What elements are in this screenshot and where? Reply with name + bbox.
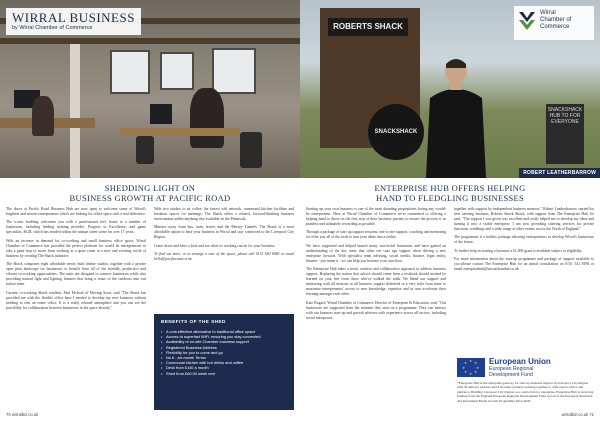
benefit-item: • Desk from £140 a month — [161, 365, 287, 370]
shack-name-board: ROBERTS SHACK — [328, 18, 408, 36]
chair — [136, 136, 154, 164]
chamber-mark-icon — [517, 10, 537, 34]
ceiling-beam — [0, 38, 300, 44]
contact-text: To find out more, or to arrange a tour of the space, please call 0151 650 6940 or email hello@pacificroad.co.uk — [154, 252, 294, 262]
person — [190, 88, 224, 148]
masthead-title: WIRRAL BUSINESS — [12, 10, 135, 25]
contact-paragraph — [154, 252, 294, 262]
right-page — [300, 0, 600, 424]
chalkboard-sign: SNACKSHACK HUB TO FOR EVERYONE — [546, 104, 584, 164]
headline-line-1: SHEDDING LIGHT ON — [104, 183, 196, 193]
photo-caption: ROBERT LEATHERBARROW — [519, 168, 600, 178]
paragraph: With two studios to sit coffee, the fastest wifi network, communal kitchen facilities and breakout spaces for meetings, The Shack offers a relaxed, forward-thinking business environment unlike anything else available on the Peninsula. — [154, 207, 294, 221]
left-column-1 — [6, 207, 146, 314]
paragraph: For more information about the start-up programme and package of support available to you please contact The Enterprise Hub for an initial consultation on 0151 541 8196 or email enterprisehub@wirralchamber.co.uk — [454, 257, 594, 272]
benefit-item: • Availability of on-site Chamber business support — [161, 339, 287, 344]
paragraph: We have supported and helped launch many successful businesses and have gained an understanding of the key areas that often see start ups support when driving a new enterprise forward. With specialist team advising, social media, finance, legal entity, finance - you name it - we can help you become your own boss. — [306, 243, 446, 263]
paragraph: Through a package of start up support sessions, one to one support, coaching and mentoring we offer you all of the tools to turn your ideas into a reality. — [306, 230, 446, 240]
eu-flag-icon: ★ ★ ★ ★ ★ ★ ★ ★ — [457, 358, 485, 377]
paragraph: To further help in starting a business a £1,000 grant is available subject to eligibility. — [454, 248, 583, 253]
chamber-logo — [514, 6, 594, 40]
paragraph: With an increase in demand for co-working and small business office space, Wirral Chamber of Commerce has provided the perfect platform for would be entrepreneurs to take a giant step to move from working in a spare room to a new and exciting world of business by creating The Shack initiative. — [6, 238, 146, 258]
paragraph: The doors at Pacific Road Business Hub are now open to welcome some of Wirral's brightest and newest entrepreneurs which are looking for office space with a real difference. — [6, 207, 146, 216]
person — [32, 96, 54, 136]
headline-line-1: ENTERPRISE HUB OFFERS HELPING — [374, 183, 526, 193]
benefit-item: • Registered Business Address — [161, 345, 287, 350]
logo-line: Chamber of — [540, 17, 572, 23]
pillar — [70, 44, 80, 178]
benefits-list — [161, 329, 287, 376]
paragraph: The iconic building welcomes you with a professional feel, home to a number of businesses, including leading training provider, Progress to Excellence, and game specialists, KGB, which has resided within the unique street scene for over 17 years. — [6, 220, 146, 235]
window — [110, 50, 150, 94]
paragraph: Minutes away from bus, train, ferries and the Mersey Tunnels, The Shack is a most affordable option to base your business in Wirral and stay connected to the Liverpool City Region. — [154, 225, 294, 240]
benefit-item: • Shed from £60.00 week rent — [161, 371, 287, 376]
benefit-item: • Flexibility for you to come and go — [161, 350, 287, 355]
paragraph: Come down and have a look and see what co-working can do for your business. — [154, 243, 276, 248]
paragraph: Current co-working Shack resident, Paul Mcleod of Moving Soon, said "The Shack has provided me with the flexible office base I needed to develop my new business without needing to rent an entire office. It is a really relaxed atmosphere and you can see the possibility for collaboration between businesses in the space already." — [6, 290, 146, 310]
eu-logo-text — [489, 358, 551, 378]
benefits-title: BENEFITS OF THE SHED — [161, 319, 226, 324]
benefits-box — [154, 314, 294, 410]
eu-line-3: Development Fund — [489, 372, 533, 378]
window — [160, 52, 194, 90]
right-column-1 — [306, 207, 446, 324]
masthead-subtitle: by Wirral Chamber of Commerce — [12, 25, 93, 31]
headline-line-2: BUSINESS GROWTH AT PACIFIC ROAD — [69, 193, 231, 203]
headline-line-2: HAND TO FLEDGLING BUSINESSES — [375, 193, 525, 203]
eu-logo — [457, 358, 595, 378]
window — [212, 48, 256, 94]
masthead — [6, 8, 141, 35]
eu-line-2: European Regional — [489, 366, 534, 372]
paragraph: Starting up your own business is one of the most daunting propositions facing any would-be entrepreneur. Here at Wirral Chamber of Commerce we're committed to offering a helping hand to those on the first step of their business journey to ensure the process is as painless and ultimately rewarding as possible. — [306, 207, 446, 226]
man-figure — [420, 52, 490, 178]
page-footer-right: wirralbiz.co.uk 71 — [561, 412, 594, 417]
benefit-item: • Access to superfast WiFi, ensuring you stay connected — [161, 334, 287, 339]
paragraph: Kate Bogard, Wirral Chamber of Commerce Director of Enterprise & Education, said, "Our businesses are supported from the moment they start on a programme. They can interact with our business start-up and growth advisers with experience across all sectors, including social enterprises, — [306, 300, 446, 320]
chamber-logo-text — [540, 10, 571, 31]
eu-line-1: European Union — [489, 357, 551, 366]
page-footer-left: 70 wirralbiz.co.uk — [6, 412, 39, 417]
right-headline — [300, 183, 600, 203]
logo-line: Commerce — [540, 24, 570, 30]
right-column-2 — [454, 207, 594, 276]
paragraph: The Shack comprises eight affordable newly built timber studios, together with a private open plan landscape for businesses to benefit from all of the friendly, productive and vibrant co-working opportunities. The units are designed to connect businesses while also providing natural light and lighting features that bring a sense of the outdoors into our indoor team. — [6, 262, 146, 287]
left-headline — [0, 183, 300, 203]
paragraph: The programme is a holistic package allowing entrepreneurs to develop Wirral's businesses of the future. — [454, 235, 594, 245]
eu-funding-note: *Enterprise Hub is the enterprise gateway for start-up business support in Liverpool City Region with 30 delivery partners and 8 strategic partners working together to offer expert advice and guidance. Building Liverpool City Region as a centre hub for enterprise. Enterprise Hub is receiving funding from the England European Regional Development Fund as part of the European Structural and Investment Funds Growth Programme 2014-2020. — [457, 381, 594, 403]
paragraph: together with support by independent business mentors." Robert Leatherbarrow started his new catering business, Roberts Snack Shack, with support from The Enterprise Hub, he said, "The support I was given was excellent and really helped me to develop my ideas and turning it into a viable enterprise. I am now providing catering services for private functions, weddings and a wide range of other events across the North of England." — [454, 207, 594, 231]
desk — [120, 128, 240, 136]
monitor — [150, 104, 172, 124]
paragraph: The Enterprise Hub takes a fresh, creative and collaborative approach to address business support. Replacing the notion that advice should come from a textbook should instead be learned on your feet from those who've walked the walk. We blend our support and mentoring with all sessions at all business support delivered in a very style from mine to maximise entrepreneurs' access to new knowledge, expertise and in turn accelerate their learning amongst each other. — [306, 267, 446, 297]
chair — [240, 132, 262, 168]
left-column-2 — [154, 207, 294, 266]
benefit-item: • Communal kitchen with hot drinks and coffee — [161, 360, 287, 365]
benefit-item: • No 6 - six month Terms — [161, 355, 287, 360]
logo-line: Wirral — [540, 10, 556, 16]
benefit-item: • A cost-effective alternative to traditional office space — [161, 329, 287, 334]
snackshack-round-sign: SNACKSHACK — [368, 104, 424, 160]
